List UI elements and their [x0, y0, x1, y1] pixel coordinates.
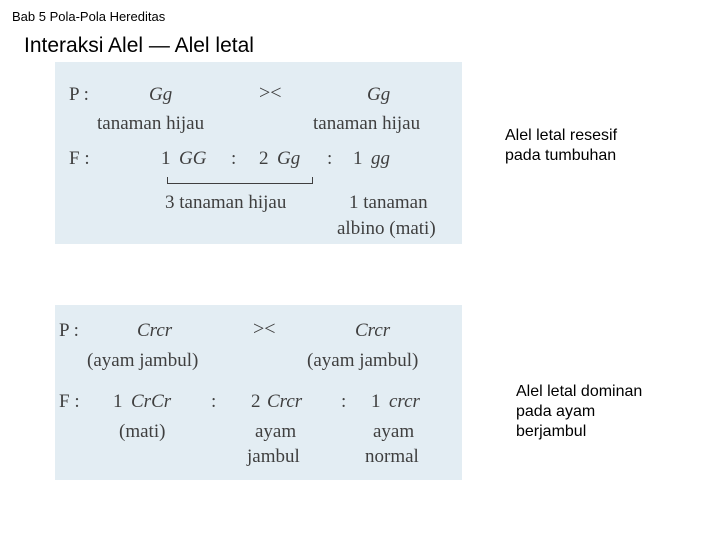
dominant-lethal-note: Alel letal dominan pada ayam berjambul [516, 383, 643, 440]
result-green-plants: 3 tanaman hijau [165, 192, 287, 213]
f3-count: 1 [353, 148, 363, 169]
f3-genotype: crcr [389, 391, 420, 412]
result-albino-line1: 1 tanaman [349, 192, 428, 213]
f1-count: 1 [113, 391, 123, 412]
f1-genotype: CrCr [131, 391, 172, 412]
ratio-separator: : [341, 391, 347, 412]
f-label: F : [69, 148, 90, 169]
f1-description: (mati) [119, 421, 166, 442]
f3-description-line1: ayam [373, 421, 415, 442]
recessive-lethal-cross-diagram [55, 62, 462, 244]
cross-symbol: >< [259, 82, 282, 104]
parent1-genotype: Crcr [137, 320, 173, 341]
f2-genotype: Crcr [267, 391, 303, 412]
grouping-bracket-right-tick [312, 177, 313, 184]
recessive-lethal-note: Alel letal resesif pada tumbuhan [505, 127, 618, 164]
parent1-description: tanaman hijau [97, 113, 205, 134]
dominant-lethal-cross-diagram [55, 305, 462, 480]
cross-symbol: >< [253, 318, 276, 340]
f2-genotype: Gg [277, 148, 301, 169]
f3-description-line2: normal [365, 446, 419, 467]
parent1-genotype: Gg [149, 84, 173, 105]
grouping-bracket-left-tick [167, 177, 168, 184]
parent2-description: tanaman hijau [313, 113, 421, 134]
ratio-separator: : [327, 148, 333, 169]
grouping-bracket [167, 183, 313, 184]
parent1-description: (ayam jambul) [87, 350, 199, 371]
parent2-genotype: Gg [367, 84, 391, 105]
p-label: P : [69, 84, 89, 105]
f2-count: 2 [251, 391, 261, 412]
parent2-description: (ayam jambul) [307, 350, 419, 371]
parent2-genotype: Crcr [355, 320, 391, 341]
f2-description-line2: jambul [247, 446, 300, 467]
f1-genotype: GG [179, 148, 207, 169]
f3-count: 1 [371, 391, 381, 412]
f1-count: 1 [161, 148, 171, 169]
p-label: P : [59, 320, 79, 341]
result-albino-line2: albino (mati) [337, 218, 436, 239]
f2-count: 2 [259, 148, 269, 169]
slide-header: Bab 5 Pola-Pola Hereditas [12, 9, 166, 24]
ratio-separator: : [231, 148, 237, 169]
ratio-separator: : [211, 391, 217, 412]
slide-title: Interaksi Alel — Alel letal [24, 34, 254, 57]
f3-genotype: gg [371, 148, 390, 169]
f2-description-line1: ayam [255, 421, 297, 442]
f-label: F : [59, 391, 80, 412]
